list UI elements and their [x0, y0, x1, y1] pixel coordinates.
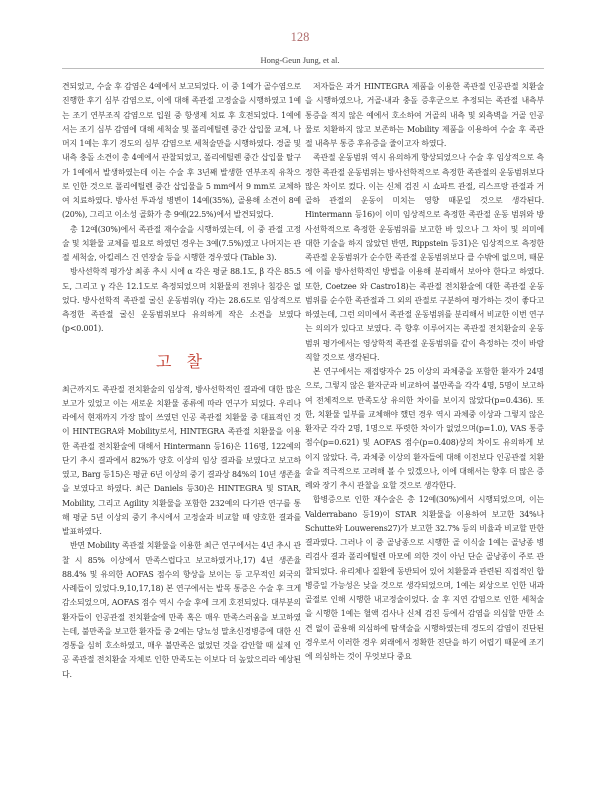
paragraph: 합병증으로 인한 재수술은 총 12예(30%)에서 시행되었으며, 이는 Valderrabano 등19)이 STAR 치환물을 이용하여 보고한 34%나 Schutte와 Louwerens27)가 보고한 32.7% 등의 비율과 비교할 만한 결과였다. 그러나 이 중 골낭종으로 시행한 골 이식술 1예는 골낭종 병리검사 결과 폴리에틸렌 마모에 의한 것이 아닌 단순 골낭종이 주로 관찰되었다. 유리체나 질환에 동반되어 있어 치환물과 관련된 직접적인 합병증일 가능성은 낮을 것으로 생각되었으며, 1예는 외상으로 인한 내과 골절로 인해 시행한 내고정술이었다. 술 후 지연 감염으로 인한 세척술을 시행한 1예는 혈액 검사나 신체 검진 등에서 감염을 의심할 만한 소견 없이 골용해 의심하에 탐색술을 시행하였는데 경도의 감염이 진단된 경우로서 이러한 경우 외래에서 정확한 진단을 하기 어렵기 때문에 조기에 의심하는 것이 무엇보다 중요 [305, 495, 544, 661]
paragraph: 저자들은 과거 HINTEGRA 제품을 이용한 족관절 인공관절 치환술을 시행하였으나, 거골-내과 충돌 증후군으로 추정되는 족관절 내측부 통증을 적지 않은 예에서 호소하여 거골의 내측 및 외측벽을 거골 인공물로 치환하지 않고 보존하는 Mobility 제품을 이용하여 수술 후 족관절 내측부 통증 후유증을 줄이고자 하였다. [305, 82, 544, 148]
header-rule [62, 68, 544, 69]
paragraph: 견되었고, 수술 후 감염은 4예에서 보고되었다. 이 중 1예가 골수염으로 진행한 후기 심부 감염으로, 이에 대해 족관절 고정술을 시행하였고 1예는 조기 연부조직 감염으로 입원 중 항생제 치료 후 호전되었다. 1예에서는 조기 심부 감염에 대해 세척술 및 폴리에틸렌 중간 삽입물 교체, 나머지 1예는 후기 경도의 심부 감염으로 세척술만을 시행하였다. 경골 및 내측 충돌 소견이 총 4예에서 관찰되었고, 폴리에틸렌 중간 삽입물 탈구가 1예에서 발생하였는데 이는 수술 후 3년째 발생한 연부조직 유착으로 인한 것으로 폴리에틸렌 중간 삽입물을 5 mm에서 9 mm로 교체하여 치료하였다. 방사선 투과성 병변이 14예(35%), 골용해 소견이 8예(20%), 그리고 이소성 골화가 총 9예(22.5%)에서 발견되었다. [62, 82, 301, 220]
running-header: Hong-Geun Jung, et al. [260, 55, 340, 65]
paragraph: 총 12예(30%)에서 족관절 재수술을 시행하였는데, 이 중 관절 고정술 및 치환물 교체를 필요로 하였던 경우는 3예(7.5%)였고 나머지는 관절 세척술, 아킬레스 건 연장술 등을 시행한 경우였다 (Table 3). [62, 224, 301, 262]
paragraph: 족관절 운동범위 역시 유의하게 향상되었으나 수술 후 임상적으로 측정한 족관절 운동범위는 방사선학적으로 측정한 족관절의 운동범위보다 많은 차이로 컸다. 이는 신체 검진 시 쇼파트 관절, 리스프랑 관절과 거골하 관절의 운동이 미치는 영향 때문일 것으로 생각된다. Hintermann 등16)이 이미 임상적으로 측정한 족관절 운동 범위와 방사선학적으로 측정한 운동범위를 보고한 바 있으나 그 차이 및 의미에 대한 기술을 하지 않았던 반면, Rippstein 등31)은 임상적으로 측정한 족관절 운동범위가 순수한 족관절 운동범위보다 클 수밖에 없으며, 때문에 이를 방사선학적인 방법을 이용해 분리해서 보아야 한다고 하였다. 또한, Coetzee 와 Castro18)는 족관절 전치환술에 대한 족관절 운동 범위를 순수한 족관절과 그 외의 관절로 구분하여 평가하는 것이 좋다고 하였는데, 그런 의미에서 족관절 운동범위를 분리해서 비교한 이번 연구는 의의가 있다고 보였다. 즉 향후 이루어지는 족관절 전치환술의 운동범위 평가에서는 영상학적 족관절 운동범위를 같이 측정하는 것이 바람직할 것으로 생각된다. [305, 153, 544, 362]
paragraph: 본 연구에서는 재접량자수 25 이상의 과체중을 포함한 환자가 24명으로, 그렇지 않은 환자군과 비교하여 불만족을 각각 4명, 5명이 보고하여 전체적으로 만족도상 유의한 차이를 보이지 않았다(p=0.436). 또한, 치환물 일부를 교체해야 했던 경우 역시 과체중 이상과 그렇지 않은 환자군 각각 2명, 1명으로 뚜렷한 차이가 없었으며(p=1.0), VAS 통증 점수(p=0.621) 및 AOFAS 점수(p=0.408)상의 차이도 유의하게 보이지 않았다. 즉, 과체중 이상의 환자들에 대해 이전보다 인공관절 치환술을 적극적으로 고려해 볼 수 있겠으나, 이에 대해서는 향후 더 많은 증례와 장기 추시 관찰을 요할 것으로 생각한다. [305, 367, 544, 490]
right-column [305, 80, 544, 664]
paragraph: 최근까지도 족관절 전치환술의 임상적, 방사선학적인 결과에 대한 많은 보고가 있었고 이는 새로운 치환물 종류에 따라 연구가 되었다. 우리나라에서 현재까지 가장 많이 쓰였던 인공 족관절 치환물 중 대표적인 것이 HINTEGRA와 Mobility로서, HINTEGRA 족관절 치환물을 이용한 족관절 전치환술에 대해서 Hintermann 등16)은 116명, 122예의 단기 추시 결과에서 82%가 양호 이상의 임상 결과를 보였다고 보고하였고, Barg 등15)은 평균 6년 이상의 중기 결과상 84%의 10년 생존율을 보였다고 하였다. 최근 Daniels 등30)은 HINTEGRA 및 STAR, Mobility, 그리고 Agility 치환물을 포함한 232예의 다기관 연구를 통해 평균 5년 이상의 중기 추시에서 고정술과 비교할 때 양호한 결과를 발표하였다. [62, 384, 301, 536]
left-column [62, 80, 301, 682]
section-heading: 고 찰 [156, 351, 207, 371]
paragraph: 반면 Mobility 족관절 치환물을 이용한 최근 연구에서는 4년 추시 관찰 시 85% 이상에서 만족스럽다고 보고하였거나,17) 4년 생존율 88.4% 및 유의한 AOFAS 점수의 향상을 보이는 등 고무적인 외국의 사례들이 있었다.9,10,17,18) 본 연구에서는 발목 통증은 수술 후 크게 감소되었으며, AOFAS 점수 역시 수술 후에 크게 호전되었다. 대부분의 환자들이 인공관절 전치환술에 만족 혹은 매우 만족스러움을 보고하였는데, 불만족을 보고한 환자들 중 2예는 당뇨성 말초신경병증에 대한 신경통을 심히 호소하였고, 매우 불만족은 없었던 것을 감안할 때 실제 인공 족관절 전치환술 자체로 인한 만족도는 이보다 더 높았으리라 예상된다. [62, 541, 301, 679]
page-number: 128 [290, 30, 310, 44]
paragraph: 방사선학적 평가상 최종 추시 시에 α 각은 평균 88.1도, β 각은 85.5도, 그리고 γ 각은 12.1도로 측정되었으며 치환물의 전위나 침강은 없었다. 방사선학적 족관절 굴신 운동범위(γ 각)는 28.6도로 임상적으로 측정한 족관절 굴신 운동범위보다 유의하게 작은 소견을 보였다(p<0.001). [62, 267, 301, 334]
